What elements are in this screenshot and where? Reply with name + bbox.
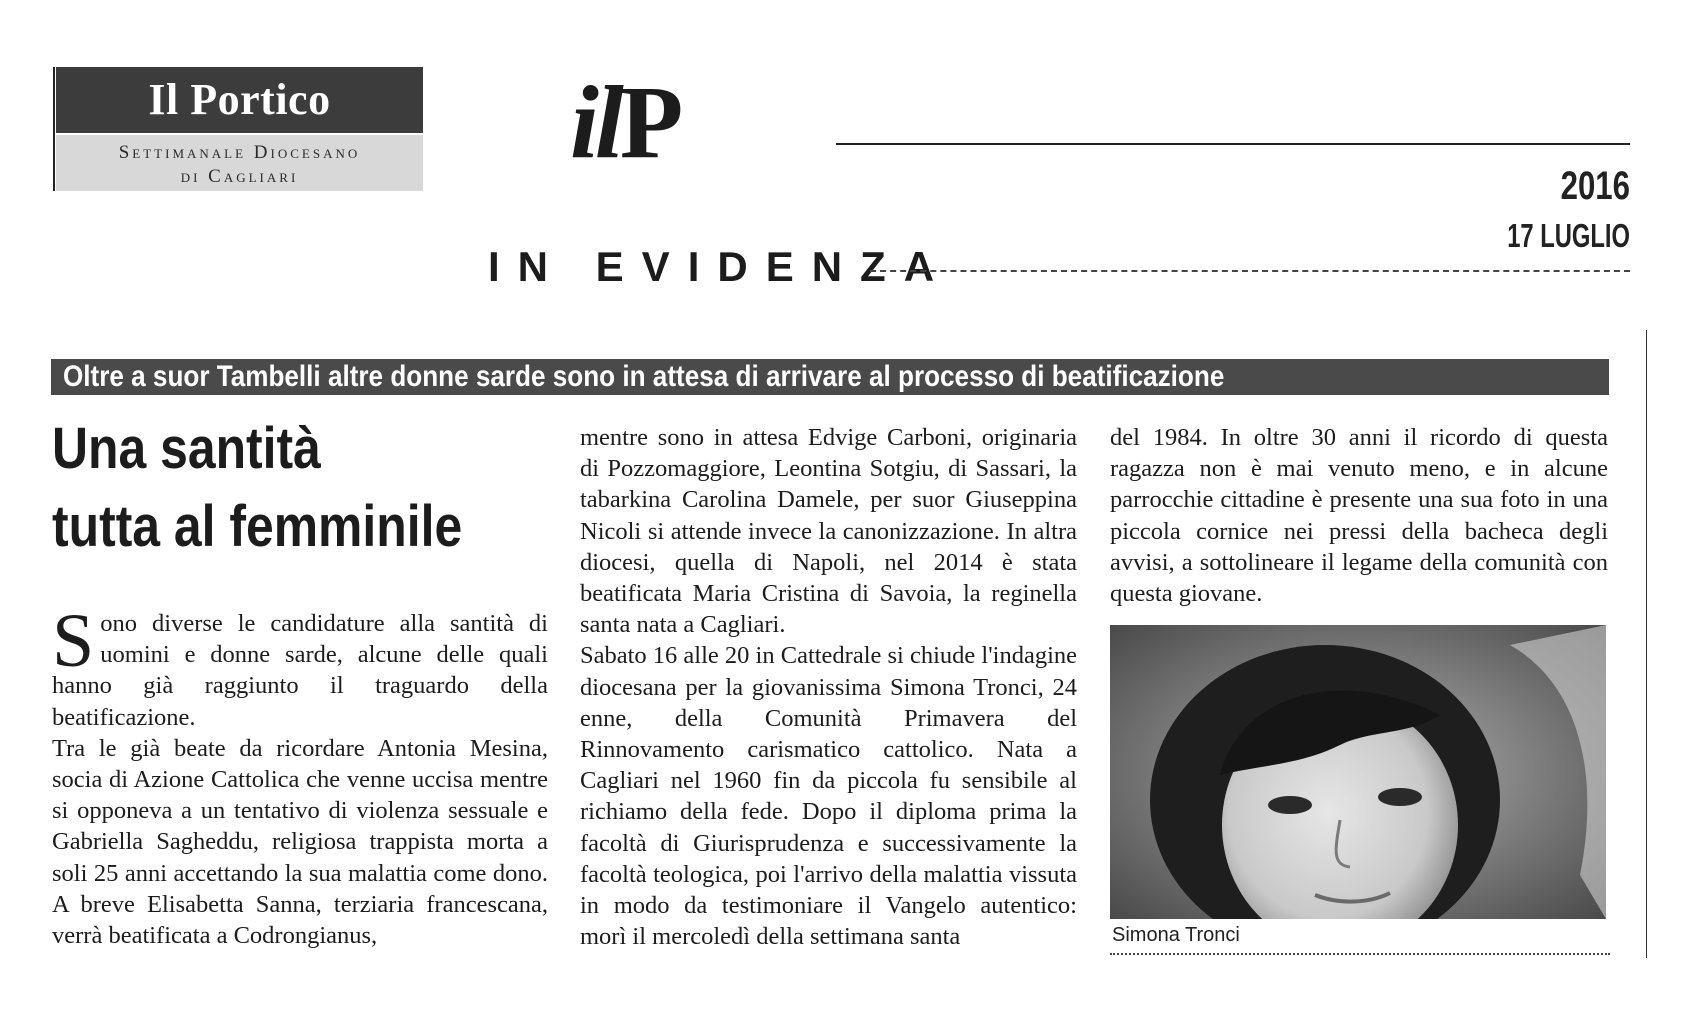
- section-title: IN EVIDENZA: [488, 243, 953, 290]
- column-2-paragraph-1: mentre sono in attesa Edvige Carboni, originaria di Pozzomaggiore, Leontina Sotgiu, di Sassari, la tabarkina Carolina Damele, per suor Giuseppina Nicoli si attende invece la canonizzazione. In altra diocesi, quella di Napoli, nel 2014 è stata beatificata Maria Cristina di Savoia, la reginella santa nata a Cagliari.: [580, 424, 1077, 639]
- column-1-paragraph-1: [52, 599, 548, 733]
- column-1-paragraph-1-text: ono diverse le candidature alla santità di uomini e donne sarde, alcune delle quali hanno già raggiunto il traguardo della beatificazione.: [52, 610, 548, 731]
- portrait-photo: [1110, 625, 1606, 919]
- section-dotted-rule: [870, 270, 1630, 272]
- section-logo-p: P: [619, 65, 684, 180]
- issue-date: 17 LUGLIO: [1507, 217, 1630, 254]
- logo-subtitle-line2: di Cagliari: [180, 166, 299, 187]
- caption-dotted-rule: [1110, 953, 1610, 955]
- logo-title: Il Portico: [56, 67, 423, 133]
- article-column-3: [1110, 422, 1608, 609]
- headline-line-2: tutta al femminile: [52, 494, 463, 559]
- headline-line-1: Una santità: [52, 416, 321, 481]
- article-column-2: [580, 422, 1077, 952]
- section-logo-il: il: [570, 65, 620, 180]
- logo-subtitle-line1: Settimanale Diocesano: [118, 142, 361, 163]
- header-rule: [836, 143, 1630, 145]
- column-1-paragraph-2: Tra le già beate da ricordare Antonia Mesina, socia di Azione Cattolica che venne uccisa mentre si opponeva a un tentativo di violenza sessuale e Gabriella Sagheddu, religiosa trappista morta a soli 25 anni accettando la sua malattia come dono. A breve Elisabetta Sanna, terziaria francescana, verrà beatificata a Codrongianus,: [52, 734, 548, 950]
- article-kicker: [51, 359, 1609, 395]
- photo-caption: Simona Tronci: [1112, 924, 1240, 946]
- logo-rule: [53, 67, 55, 191]
- logo-subtitle: [56, 135, 423, 191]
- drop-cap: S: [52, 599, 95, 683]
- article-kicker-text: Oltre a suor Tambelli altre donne sarde sono in attesa di arrivare al processo di beatificazione: [63, 360, 1225, 393]
- column-2-paragraph-2: Sabato 16 alle 20 in Cattedrale si chiude l'indagine diocesana per la giovanissima Simona Tronci, 24 enne, della Comunità Primavera del Rinnovamento carismatico cattolico. Nata a Cagliari nel 1960 fin da piccola fu sensibile al richiamo della fede. Dopo il diploma prima la facoltà di Giurisprudenza e successivamente la facoltà teologica, poi l'arrivo della malattia vissuta in modo da testimoniare il Vangelo autentico: morì il mercoledì della settimana santa: [580, 642, 1077, 951]
- section-logo: [570, 65, 684, 180]
- page-edge-rule: [1646, 330, 1647, 958]
- issue-year: 2016: [1560, 164, 1630, 208]
- article-headline: [52, 410, 552, 566]
- portrait-photo-image: [1110, 625, 1606, 919]
- masthead-logo: [56, 67, 423, 191]
- article-column-1: [52, 599, 548, 951]
- column-3-paragraph-1: del 1984. In oltre 30 anni il ricordo di questa ragazza non è mai venuto meno, e in alcune parrocchie cittadine è presente una sua foto in una piccola cornice nei pressi della bacheca degli avvisi, a sottolineare il legame della comunità con questa giovane.: [1110, 424, 1608, 608]
